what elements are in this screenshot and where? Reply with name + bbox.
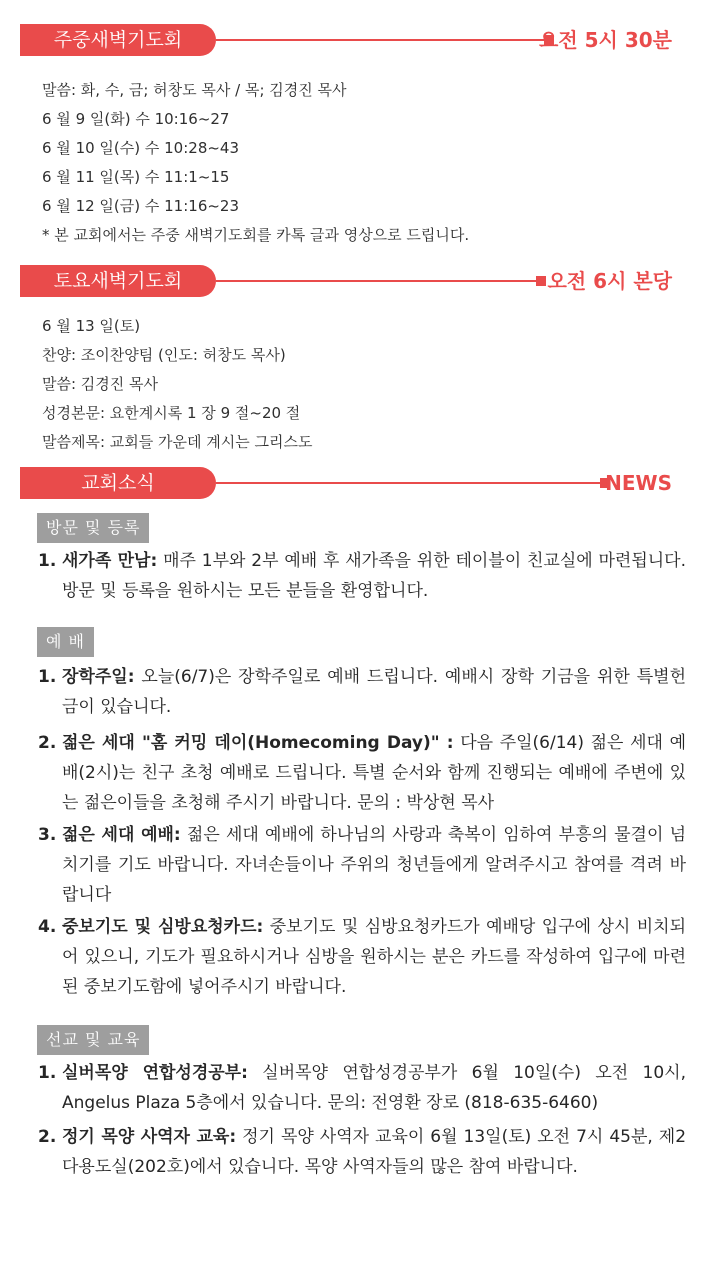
- saturday-praise: 찬양: 조이찬양팀 (인도: 허창도 목사): [42, 346, 286, 364]
- item-heading: 중보기도 및 심방요청카드:: [62, 917, 264, 937]
- weekday-schedule-line: 6 월 9 일(화) 수 10:16~27: [42, 110, 230, 128]
- item-number: 1.: [38, 1063, 57, 1083]
- category-tag-visit: 방문 및 등록: [37, 513, 149, 543]
- item-heading: 젊은 세대 예배:: [62, 825, 181, 845]
- divider-line: [216, 280, 538, 282]
- category-tag-mission: 선교 및 교육: [37, 1025, 149, 1055]
- weekday-schedule-line: 6 월 10 일(수) 수 10:28~43: [42, 139, 240, 157]
- news-item: [38, 1058, 686, 1118]
- section-title: 주중새벽기도회: [20, 24, 216, 56]
- item-text: 다음 주일(6/14) 젊은 세대 예배(2시)는 친구 초청 예배로 드립니다. 특별 순서와 함께 진행되는 예배에 주변에 있는 젊은이들을 초청해 주시기 바랍니다. 문의 : 박상현 목사: [62, 733, 686, 813]
- weekday-schedule-line: 6 월 12 일(금) 수 11:16~23: [42, 197, 240, 215]
- item-heading: 실버목양 연합성경공부:: [62, 1063, 248, 1083]
- divider-line: [216, 482, 602, 484]
- news-item: [38, 546, 686, 606]
- saturday-scripture: 성경본문: 요한계시록 1 장 9 절~20 절: [42, 404, 301, 422]
- item-text: 정기 목양 사역자 교육이 6월 13일(토) 오전 7시 45분, 제2다용도실(202호)에서 있습니다. 목양 사역자들의 많은 참여 바랍니다.: [62, 1127, 687, 1177]
- item-number: 1.: [38, 551, 57, 571]
- weekday-schedule-line: 6 월 11 일(목) 수 11:1~15: [42, 168, 230, 186]
- category-tag-worship: 예 배: [37, 627, 94, 657]
- section-title: 교회소식: [20, 467, 216, 499]
- saturday-preacher: 말씀: 김경진 목사: [42, 375, 159, 393]
- item-heading: 정기 목양 사역자 교육:: [62, 1127, 237, 1147]
- item-number: 3.: [38, 825, 57, 845]
- item-text: 젊은 세대 예배에 하나님의 사랑과 축복이 임하여 부흥의 물결이 넘치기를 기도 바랍니다. 자녀손들이나 주위의 청년들에게 알려주시고 참여를 격려 바랍니다: [62, 825, 686, 905]
- item-text: 중보기도 및 심방요청카드가 예배당 입구에 상시 비치되어 있으니, 기도가 필요하시거나 심방을 원하시는 분은 카드를 작성하여 입구에 마련된 중보기도함에 넣어주시기 바랍니다.: [62, 917, 686, 997]
- item-number: 4.: [38, 917, 57, 937]
- section-tag: NEWS: [605, 471, 672, 495]
- weekday-preacher: 말씀: 화, 수, 금; 허창도 목사 / 목; 김경진 목사: [42, 81, 347, 99]
- section-time: 오전 5시 30분: [539, 28, 672, 52]
- section-time: 오전 6시 본당: [547, 269, 672, 293]
- news-item: [38, 820, 686, 910]
- news-item: [38, 662, 686, 722]
- item-heading: 젊은 세대 "홈 커밍 데이(Homecoming Day)" :: [62, 733, 454, 753]
- weekday-note: * 본 교회에서는 주중 새벽기도회를 카톡 글과 영상으로 드립니다.: [42, 226, 470, 244]
- divider-square-icon: [536, 276, 546, 286]
- news-item: [38, 728, 686, 818]
- church-news-header: [20, 467, 672, 499]
- section-title: 토요새벽기도회: [20, 265, 216, 297]
- news-item: [38, 912, 686, 1002]
- news-item: [38, 1122, 686, 1182]
- saturday-dawn-prayer-header: [20, 265, 672, 297]
- divider-line: [216, 39, 546, 41]
- item-number: 1.: [38, 667, 57, 687]
- weekday-dawn-prayer-header: [20, 24, 672, 56]
- item-text: 오늘(6/7)은 장학주일로 예배 드립니다. 예배시 장학 기금을 위한 특별헌금이 있습니다.: [62, 667, 686, 717]
- item-heading: 새가족 만남:: [62, 551, 158, 571]
- saturday-sermon-title: 말씀제목: 교회들 가운데 계시는 그리스도: [42, 433, 313, 451]
- saturday-date: 6 월 13 일(토): [42, 317, 141, 335]
- item-number: 2.: [38, 733, 57, 753]
- item-text: 실버목양 연합성경공부가 6월 10일(수) 오전 10시, Angelus Plaza 5층에서 있습니다. 문의: 전영환 장로 (818-635-6460): [62, 1063, 686, 1113]
- item-number: 2.: [38, 1127, 57, 1147]
- item-heading: 장학주일:: [62, 667, 135, 687]
- item-text: 매주 1부와 2부 예배 후 새가족을 위한 테이블이 친교실에 마련됩니다. 방문 및 등록을 원하시는 모든 분들을 환영합니다.: [62, 551, 687, 601]
